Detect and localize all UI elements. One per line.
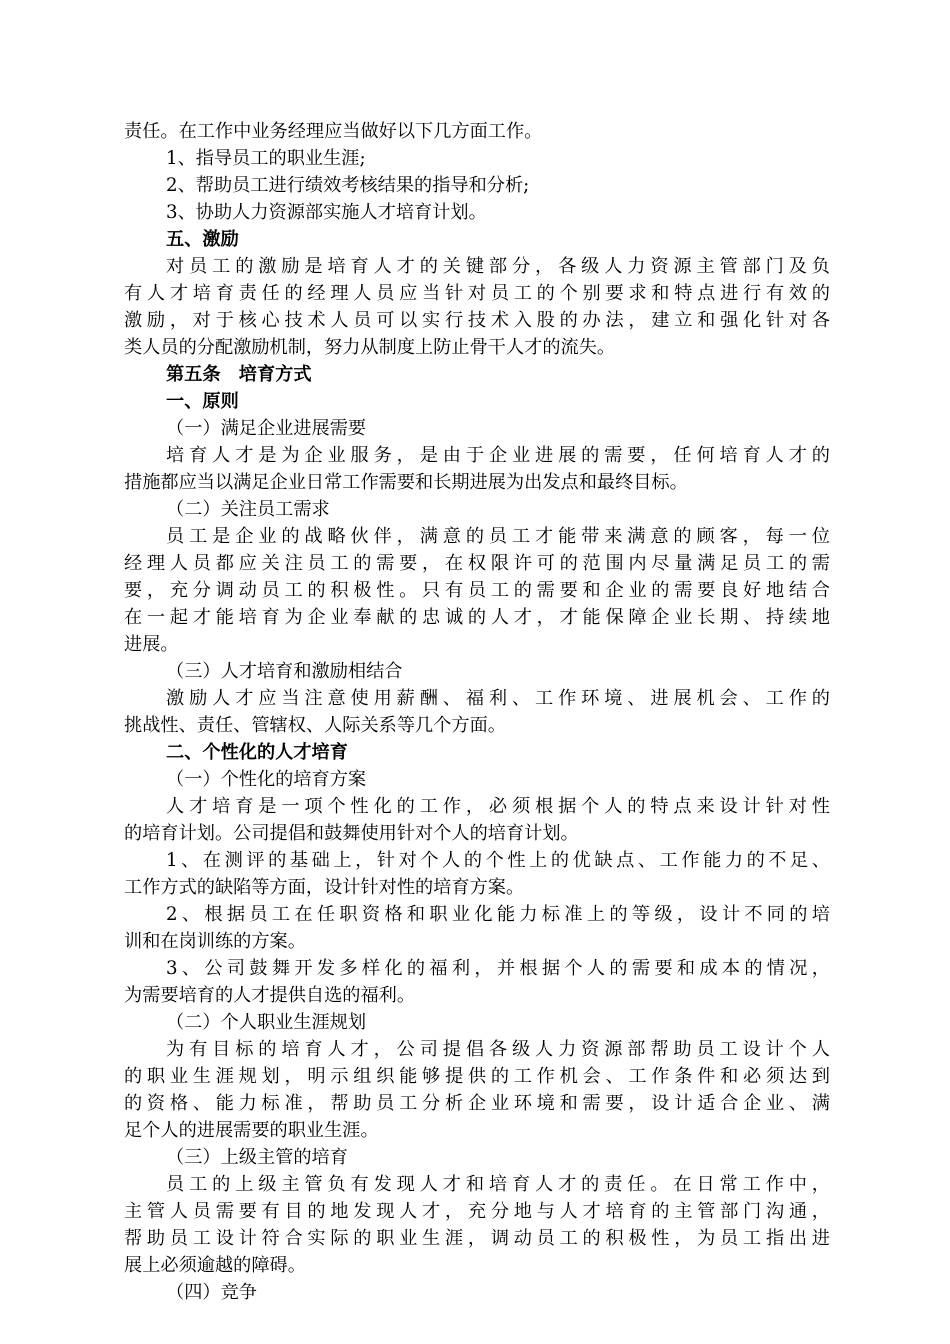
text-line: 足个人的进展需要的职业生涯。 <box>124 1120 379 1141</box>
text-line: 挑战性、责任、管辖权、人际关系等几个方面。 <box>124 715 506 736</box>
text-line: 有人才培育责任的经理人员应当针对员工的个别要求和特点进行有效的 <box>124 283 830 304</box>
text-line: 的职业生涯规划，明示组织能够提供的工作机会、工作条件和必须达到 <box>124 1066 830 1087</box>
text-line: 工作方式的缺陷等方面，设计针对性的培育方案。 <box>124 877 525 898</box>
text-line: 帮助员工设计符合实际的职业生涯，调动员工的积极性，为员工指出进 <box>124 1228 830 1249</box>
text-line: 员工的上级主管负有发现人才和培育人才的责任。在日常工作中， <box>166 1174 830 1195</box>
text-line: 进展。 <box>124 634 179 655</box>
text-line: 激励人才应当注意使用薪酬、福利、工作环境、进展机会、工作的 <box>166 688 830 709</box>
text-line: （一）满足企业进展需要 <box>166 418 367 439</box>
text-line: 员工是企业的战略伙伴，满意的员工才能带来满意的顾客，每一位 <box>166 526 830 547</box>
text-line: 1、在测评的基础上，针对个人的个性上的优缺点、工作能力的不足、 <box>166 850 830 871</box>
text-line: （二）个人职业生涯规划 <box>166 1012 367 1033</box>
text-line: 培育人才是为企业服务，是由于企业进展的需要，任何培育人才的 <box>166 445 830 466</box>
text-line: 责任。在工作中业务经理应当做好以下几方面工作。 <box>124 121 543 142</box>
text-line: 训和在岗训练的方案。 <box>124 931 306 952</box>
text-line: 展上必须逾越的障碍。 <box>124 1255 306 1276</box>
text-line: （三）人才培育和激励相结合 <box>166 661 403 682</box>
section-heading: 二、个性化的人才培育 <box>166 742 348 763</box>
text-line: 在一起才能培育为企业奉献的忠诚的人才，才能保障企业长期、持续地 <box>124 607 830 628</box>
text-line: 2、根据员工在任职资格和职业化能力标准上的等级，设计不同的培 <box>166 904 830 925</box>
text-line: （四）竞争 <box>166 1282 257 1303</box>
document-body <box>124 118 830 1306</box>
text-line: （一）个性化的培育方案 <box>166 769 367 790</box>
section-heading: 一、原则 <box>166 391 239 412</box>
text-line: 激励，对于核心技术人员可以实行技术入股的办法，建立和强化针对各 <box>124 310 830 331</box>
section-heading: 五、激励 <box>166 229 239 250</box>
text-line: 的资格、能力标准，帮助员工分析企业环境和需要，设计适合企业、满 <box>124 1093 830 1114</box>
text-line: （三）上级主管的培育 <box>166 1147 348 1168</box>
text-line: 经理人员都应关注员工的需要，在权限许可的范围内尽量满足员工的需 <box>124 553 830 574</box>
text-line: 为有目标的培育人才，公司提倡各级人力资源部帮助员工设计个人 <box>166 1039 830 1060</box>
text-line: 3、公司鼓舞开发多样化的福利，并根据个人的需要和成本的情况， <box>166 958 830 979</box>
text-line: 2、帮助员工进行绩效考核结果的指导和分析; <box>166 175 530 196</box>
text-line: 主管人员需要有目的地发现人才，充分地与人才培育的主管部门沟通， <box>124 1201 830 1222</box>
text-line: 3、协助人力资源部实施人才培育计划。 <box>166 202 487 223</box>
section-heading: 第五条 培育方式 <box>166 364 312 385</box>
text-line: 1、指导员工的职业生涯; <box>166 148 366 169</box>
text-line: 措施都应当以满足企业日常工作需要和长期进展为出发点和最终目标。 <box>124 472 688 493</box>
text-line: 人才培育是一项个性化的工作，必须根据个人的特点来设计针对性 <box>166 796 830 817</box>
text-line: 类人员的分配激励机制，努力从制度上防止骨干人才的流失。 <box>124 337 616 358</box>
text-line: 为需要培育的人才提供自选的福利。 <box>124 985 416 1006</box>
text-line: （二）关注员工需求 <box>166 499 330 520</box>
text-line: 对员工的激励是培育人才的关键部分，各级人力资源主管部门及负 <box>166 256 830 277</box>
text-line: 的培育计划。公司提倡和鼓舞使用针对个人的培育计划。 <box>124 823 579 844</box>
text-line: 要，充分调动员工的积极性。只有员工的需要和企业的需要良好地结合 <box>124 580 830 601</box>
